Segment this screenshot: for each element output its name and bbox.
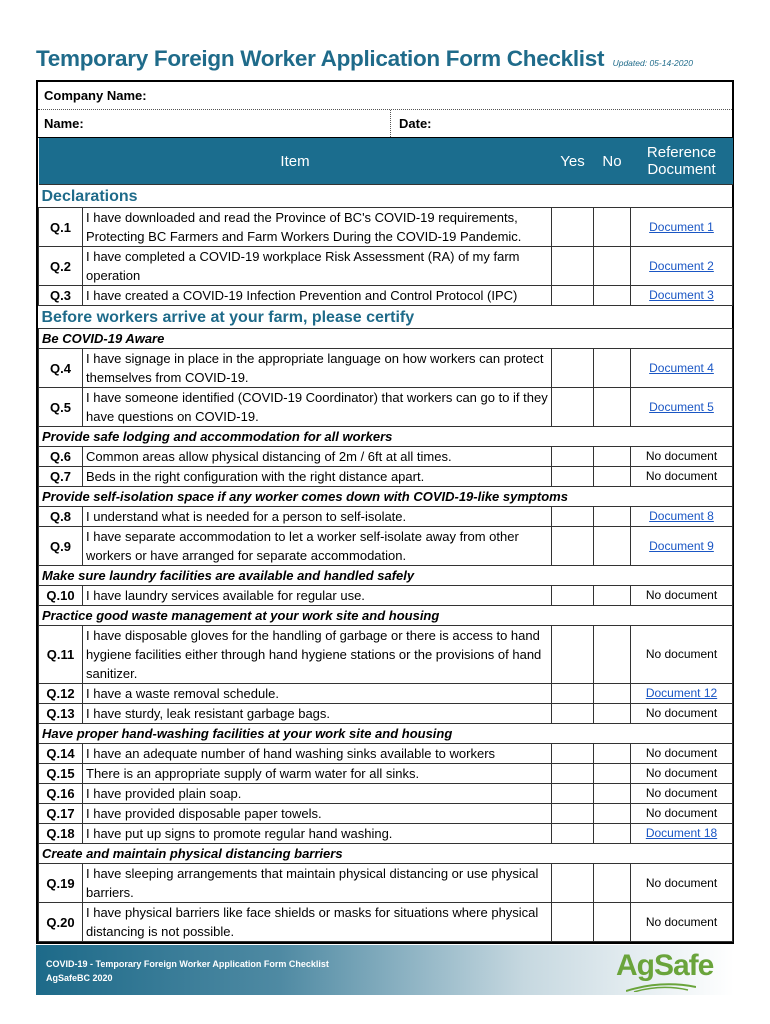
question-text: I have separate accommodation to let a worker self-isolate away from other workers or have arranged for separate accommodation. [83,527,552,566]
subsection-waste [39,606,733,626]
no-checkbox[interactable] [594,704,631,724]
question-text: Common areas allow physical distancing of 2m / 6ft at all times. [83,447,552,467]
table-row [39,527,733,566]
question-text: I have sleeping arrangements that maintain physical distancing or use physical barriers. [83,864,552,903]
question-number: Q.14 [39,744,83,764]
question-number: Q.13 [39,704,83,724]
subsection-title: Make sure laundry facilities are available and handled safely [39,566,733,586]
question-number: Q.1 [39,208,83,247]
question-text: There is an appropriate supply of warm water for all sinks. [83,764,552,784]
footer [36,945,734,995]
table-row [39,704,733,724]
header-reference [631,138,733,185]
section-title: Before workers arrive at your farm, please certify [39,306,733,329]
question-text: I have an adequate number of hand washing sinks available to workers [83,744,552,764]
question-text: I have sturdy, leak resistant garbage bags. [83,704,552,724]
no-checkbox[interactable] [594,626,631,684]
table-row [39,764,733,784]
no-checkbox[interactable] [594,824,631,844]
header-yes: Yes [552,138,594,185]
section-title: Declarations [39,185,733,208]
date-label: Date: [399,116,432,131]
table-row [39,744,733,764]
question-number: Q.6 [39,447,83,467]
yes-checkbox[interactable] [552,764,594,784]
question-number: Q.17 [39,804,83,824]
reference-none: No document [631,447,733,467]
question-text: I have signage in place in the appropriate language on how workers can protect themselves from COVID-19. [83,349,552,388]
reference-link[interactable]: Document 9 [649,538,714,553]
reference-none: No document [631,467,733,487]
question-text: I have created a COVID-19 Infection Prevention and Control Protocol (IPC) [83,286,552,306]
question-text: I have put up signs to promote regular hand washing. [83,824,552,844]
yes-checkbox[interactable] [552,447,594,467]
yes-checkbox[interactable] [552,208,594,247]
yes-checkbox[interactable] [552,247,594,286]
footer-line-2: AgSafeBC 2020 [46,973,113,983]
table-row [39,586,733,606]
no-checkbox[interactable] [594,744,631,764]
question-text: I have provided plain soap. [83,784,552,804]
name-label: Name: [44,116,84,131]
checklist-table [38,138,733,942]
yes-checkbox[interactable] [552,684,594,704]
no-checkbox[interactable] [594,507,631,527]
table-row [39,208,733,247]
no-checkbox[interactable] [594,864,631,903]
page-title: Temporary Foreign Worker Application Form Checklist [36,46,605,71]
section-before-arrival [39,306,733,329]
logo-text: AgSafe [616,949,714,982]
reference-none: No document [631,744,733,764]
reference-none: No document [631,903,733,942]
header-ref-line2: Document [647,161,716,178]
question-number: Q.16 [39,784,83,804]
question-text: I have laundry services available for regular use. [83,586,552,606]
yes-checkbox[interactable] [552,286,594,306]
no-checkbox[interactable] [594,527,631,566]
no-checkbox[interactable] [594,903,631,942]
no-checkbox[interactable] [594,208,631,247]
reference-link[interactable]: Document 3 [649,288,714,302]
table-header [39,138,733,185]
question-text: I have physical barriers like face shields or masks for situations where physical distancing is not possible. [83,903,552,942]
reference-link[interactable]: Document 1 [649,219,714,234]
title-row [36,46,736,82]
no-checkbox[interactable] [594,804,631,824]
yes-checkbox[interactable] [552,626,594,684]
table-row [39,903,733,942]
table-row [39,388,733,427]
table-row [39,467,733,487]
question-number: Q.18 [39,824,83,844]
no-checkbox[interactable] [594,286,631,306]
header-item: Item [39,138,552,185]
question-number: Q.15 [39,764,83,784]
subsection-title: Provide safe lodging and accommodation for all workers [39,427,733,447]
subsection-barriers [39,844,733,864]
reference-link[interactable]: Document 12 [645,686,718,700]
yes-checkbox[interactable] [552,744,594,764]
question-text: I have downloaded and read the Province of BC's COVID-19 requirements, Protecting BC Farmers and Farm Workers During the COVID-19 Pandemic. [83,208,552,247]
yes-checkbox[interactable] [552,804,594,824]
footer-line-1: COVID-19 - Temporary Foreign Worker Application Form Checklist [46,959,329,969]
field-rows-icon [626,982,696,992]
question-number: Q.12 [39,684,83,704]
subsection-handwash [39,724,733,744]
name-field[interactable] [38,110,391,137]
reference-link[interactable]: Document 8 [649,509,714,523]
checklist-form [36,80,734,944]
no-checkbox[interactable] [594,447,631,467]
table-row [39,447,733,467]
header-no: No [594,138,631,185]
question-number: Q.9 [39,527,83,566]
table-row [39,784,733,804]
question-text: I have someone identified (COVID-19 Coordinator) that workers can go to if they have questions on COVID-19. [83,388,552,427]
reference-none: No document [631,804,733,824]
yes-checkbox[interactable] [552,864,594,903]
yes-checkbox[interactable] [552,349,594,388]
reference-none: No document [631,764,733,784]
subsection-aware [39,329,733,349]
no-checkbox[interactable] [594,467,631,487]
footer-text [46,957,329,985]
subsection-laundry [39,566,733,586]
no-checkbox[interactable] [594,349,631,388]
reference-link[interactable]: Document 2 [649,258,714,273]
question-number: Q.7 [39,467,83,487]
no-checkbox[interactable] [594,586,631,606]
table-row [39,864,733,903]
question-number: Q.2 [39,247,83,286]
table-row [39,804,733,824]
yes-checkbox[interactable] [552,388,594,427]
company-name-field[interactable] [38,82,732,110]
updated-date: Updated: 05-14-2020 [612,58,693,68]
table-row [39,286,733,306]
no-checkbox[interactable] [594,247,631,286]
question-number: Q.19 [39,864,83,903]
no-checkbox[interactable] [594,784,631,804]
question-number: Q.20 [39,903,83,942]
name-date-row [38,110,732,138]
reference-none: No document [631,784,733,804]
reference-link[interactable]: Document 5 [649,399,714,414]
reference-link[interactable]: Document 4 [649,360,714,375]
question-number: Q.8 [39,507,83,527]
date-field[interactable] [391,116,432,131]
company-name-label: Company Name: [44,88,147,103]
yes-checkbox[interactable] [552,784,594,804]
table-row [39,349,733,388]
question-number: Q.10 [39,586,83,606]
reference-link[interactable]: Document 18 [645,826,718,840]
no-checkbox[interactable] [594,684,631,704]
table-row [39,507,733,527]
question-text: I have disposable gloves for the handling of garbage or there is access to hand hygiene facilities either through hand hygiene stations or the provisions of hand sanitizer. [83,626,552,684]
yes-checkbox[interactable] [552,704,594,724]
question-text: I have completed a COVID-19 workplace Risk Assessment (RA) of my farm operation [83,247,552,286]
question-text: I understand what is needed for a person to self-isolate. [83,507,552,527]
yes-checkbox[interactable] [552,467,594,487]
subsection-title: Practice good waste management at your work site and housing [39,606,733,626]
subsection-title: Provide self-isolation space if any worker comes down with COVID-19-like symptoms [39,487,733,507]
question-text: Beds in the right configuration with the right distance apart. [83,467,552,487]
reference-none: No document [631,586,733,606]
table-row [39,247,733,286]
no-checkbox[interactable] [594,764,631,784]
question-number: Q.11 [39,626,83,684]
subsection-title: Create and maintain physical distancing barriers [39,844,733,864]
table-row [39,626,733,684]
subsection-lodging [39,427,733,447]
section-declarations [39,185,733,208]
reference-none: No document [631,626,733,684]
question-number: Q.4 [39,349,83,388]
yes-checkbox[interactable] [552,903,594,942]
question-number: Q.5 [39,388,83,427]
reference-none: No document [631,864,733,903]
subsection-title: Have proper hand-washing facilities at your work site and housing [39,724,733,744]
reference-none: No document [631,704,733,724]
question-number: Q.3 [39,286,83,306]
question-text: I have a waste removal schedule. [83,684,552,704]
no-checkbox[interactable] [594,388,631,427]
header-ref-line1: Reference [646,144,717,161]
yes-checkbox[interactable] [552,824,594,844]
yes-checkbox[interactable] [552,586,594,606]
yes-checkbox[interactable] [552,527,594,566]
yes-checkbox[interactable] [552,507,594,527]
table-row [39,684,733,704]
agsafe-logo [616,949,728,991]
question-text: I have provided disposable paper towels. [83,804,552,824]
subsection-isolation [39,487,733,507]
table-row [39,824,733,844]
subsection-title: Be COVID-19 Aware [39,329,733,349]
